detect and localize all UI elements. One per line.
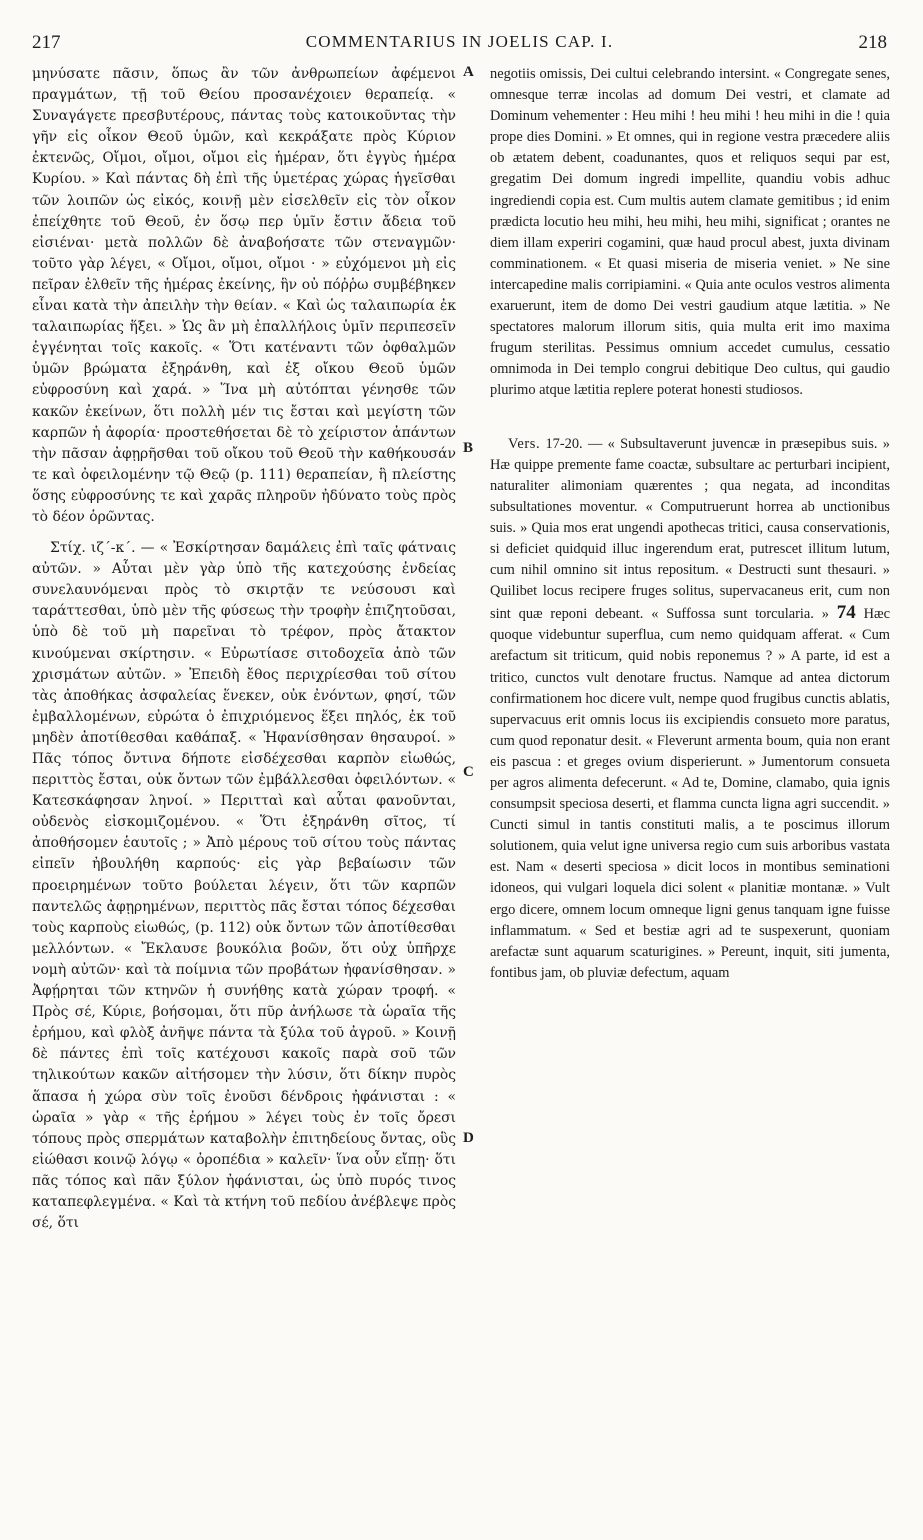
latin-paragraph-1: negotiis omissis, Dei cultui celebrando intersint. « Congregate senes, omnesque terræ incolas ad domum Dei vestri, et clamate ad Dominum vehementer : Heu mihi ! heu mihi ! heu mihi in die ! quia prope dies Domini. » Et omnes, qui in regione vestra præcedere aliis ob ætatem debent, coadunantes, quos et reliquos sequi par est, gregatim Dei domum ingredi impellite, quandiu vobis adhuc ingrediendi copia est. Cum multis autem clamate gemitibus ; id enim prædicta locutio heu mihi, heu mihi, heu mihi, significat ; orantes ne diem illam experiri cogamini, quæ haud procul abest, juxta divinam comminationem. « Et quasi miseria de miseria veniet. » Ne sine intercapedine malis corripiamini. « Quia ante oculos vestros alimenta exaruerunt, item de domo Dei vestri gaudium atque lætitia. » Ne spectatores malorum illorum sitis, quia multa erit imo maxima frugum sterilitas. Pessimus omnium accedet cumulus, cessatio omnimoda in Dei templo congrui debitique Deo cultus, qui gaudio plurimo atque lætitia replere poterat honesti studiosos.	[490, 66, 890, 399]
running-title: COMMENTARIUS IN JOELIS CAP. I.	[305, 32, 614, 51]
latin-paragraph-2-part-a: 17-20. — « Subsultaverunt juvencæ in præsepibus suis. » Hæ quippe premente fame coactæ, subsultare ac perturbari incipient, naturaliter alimoniam quærentes ; qua negata, ad inconditas subsultationes moventur. « Computruerunt horrea ab unctionibus suis. » Quia mos erat ungendi apothecas tritici, causa conservationis, si deficiet quidquid illuc ingerendum erat, putrescet illitum lutum, cum nihil omnino sit intus repositum. « Destructi sunt thesauri. » Quilibet locus recipere fruges solitus, supervacaneus erit, cum non sint quæ reponi debeant. « Suffossa sunt torcularia. »	[490, 435, 890, 623]
latin-paragraph-2	[490, 434, 890, 984]
greek-paragraph-1: μηνύσατε πᾶσιν, ὅπως ἂν τῶν ἀνθρωπείων ἀφέμενοι πραγμάτων, τῇ τοῦ Θείου προσανέχοιεν θεραπείᾳ. « Συναγάγετε πρεσβυτέρους, πάντας τοὺς κατοικοῦντας τὴν γῆν εἰς οἶκον Θεοῦ ὑμῶν, καὶ κεκράξατε πρὸς Κύριον ἐκτενῶς, Οἴμοι, οἴμοι, οἴμοι εἰς ἡμέραν, ὅτι ἐγγὺς ἡμέρα Κυρίου. » Καὶ πάντας δὴ ἐπὶ τῆς ὑμετέρας χώρας ἡγεῖσθαι τῶν λοιπῶν ὡς εἰκός, κοινῇ μὲν εἰσελθεῖν εἰς τὸν οἶκον ἐπείχθητε τοῦ Θεοῦ, ἐν ὅσῳ περ ὑμῖν ἔστιν ἄδεια τοῦ εἰσιέναι· μετὰ πολλῶν δὲ ἀναβοήσατε τῶν στεναγμῶν· τοῦτο γὰρ λέγει, « Οἴμοι, οἴμοι, οἴμοι · » εὐχόμενοι μὴ εἰς πεῖραν ἐλθεῖν τῆς ἡμέρας ἐκείνης, ἣν οὐ πόῤῥω συμβέβηκεν εἶναι κατὰ τὴν ἀπειλὴν τὴν θείαν. « Καὶ ὡς ταλαιπωρία ἐκ ταλαιπωρίας ἥξει. » Ὡς ἂν μὴ ἐπαλλήλοις ὑμῖν περιπεσεῖν ἐγγένηται τοῖς κακοῖς. « Ὅτι κατέναντι τῶν ὀφθαλμῶν ὑμῶν βρώματα ἐξηράνθη, καὶ ἐξ οἴκου Θεοῦ ὑμῶν εὐφροσύνη καὶ χαρά. » Ἵνα μὴ αὐτόπται γένησθε τῶν κακῶν ἐκείνων, ὅτι πολλὴ μέν τις ἔσται καὶ μεγίστη τῶν καρπῶν ἡ ἀφορία· προστεθήσεται δὲ τὸ χείριστον ἁπάντων τὴν πᾶσαν ἀφῃρῆσθαι τοῦ οἴκου τοῦ Θεοῦ τὴν καθήκουσάν τε καὶ ὀφειλομένην τῷ Θεῷ (p. 111) θεραπείαν, ἣ πλείστης ὅσης εὐφροσύνης τε καὶ χαρᾶς πληροῦν ἠδύνατο τοὺς πρὸς τὸ δέον ὁρῶντας.	[32, 66, 456, 525]
margin-letter-b: B	[463, 440, 474, 456]
margin-letter-a: A	[463, 64, 474, 80]
page-number-right: 218	[858, 32, 887, 53]
page-header	[32, 32, 887, 58]
column-number: 74	[836, 602, 856, 624]
margin-letter-d: D	[463, 1130, 474, 1146]
page-number-left: 217	[32, 32, 61, 53]
verse-label: Vers.	[508, 435, 541, 452]
margin-letter-c: C	[463, 764, 474, 780]
latin-paragraph-2-part-b: Hæc quoque videbuntur superflua, cum nemo quidquam afferat. « Cum arefactum sit triticum, quid nobis reponemus ? » A parte, id est a tritico, cunctos vult denotare fructus. Namque ad antea dictorum confirmationem hoc dicere vult, nempe quod frugibus cunctis ablatis, supervacuus erit omnis locus iis excipiendis consueto more paratus, cum quod reponatur desit. « Fleverunt armenta boum, quia non erant eis pascua : et greges ovium disperierunt. » Jumentorum consueta per agros alimenta defecerunt. « Ad te, Domine, clamabo, quia ignis consumpsit speciosa deserti, et flamma cuncta ligna agri succendit. » Cuncti simul in tantis constituti malis, a te poscimus illorum solutionem, quia velut igne universa regio cum suis arboribus vastata est. Nam « deserti speciosa » dicit locos in montibus seminationi idoneos, qui vulgari loquela dici solent « planitiæ montanæ. » Vult ergo dicere, omnem locum omneque ligni genus tanquam igne fuisse inflammatum. « Sed et bestiæ agri ad te suspexerunt, quoniam arefactæ sunt aquarum scaturigines. » Pereunt, inquit, siti jumenta, fontibus jam, ob pluviæ defectum, aquam	[490, 606, 890, 981]
greek-column	[32, 64, 456, 1234]
greek-paragraph-2: Στίχ. ιζ΄-κ΄. — « Ἐσκίρτησαν δαμάλεις ἐπὶ ταῖς φάτναις αὐτῶν. » Αὗται μὲν γὰρ ὑπὸ τῆς κατεχούσης ἐνδείας συνελαυνόμεναι πρὸς τὸ σκιρτᾷν τε νεύσουσι καὶ ταράττεσθαι, ὑπὸ μὲν τῆς φύσεως τὴν τροφὴν ἐπιζητοῦσαι, ὑπὸ δὲ τοῦ μὴ παρεῖναι τὸ τρέφον, πρὸς ἄτακτον κινούμεναι σκίρτησιν. « Εὐρωτίασε σιτοδοχεῖα ἀπὸ τῶν χρισμάτων αὐτῶν. » Ἐπειδὴ ἔθος περιχρίεσθαι τοῦ σίτου τὰς ἀποθήκας ἀσφαλείας ἕνεκεν, οὐκ ἐνόντων, φησί, τῶν ἐμβαλλομένων, εὐρώτα ὁ ἐπιχριόμενος ἕξει πηλός, ἐκ τοῦ μηδὲν ἀποτίθεσθαι καθάπαξ. « Ἠφανίσθησαν θησαυροί. » Πᾶς τόπος ὄντινα δήποτε εἰσδέχεσθαι καρπὸν εἰωθώς, περιττὸς ἔσται, οὐκ ὄντων τῶν ἐμβάλλεσθαι ὀφειλόντων. « Κατεσκάφησαν ληνοί. » Περιτταὶ καὶ αὗται φανοῦνται, οὐδενὸς εἰσκομιζομένου. « Ὅτι ἐξηράνθη σῖτος, τί ἀποθήσομεν ἑαυτοῖς ; » Ἀπὸ μέρους τοῦ σίτου τοὺς πάντας εἰπεῖν ἠβουλήθη καρπούς· εἰς γὰρ βεβαίωσιν τῶν προειρημένων τοῦτο βούλεται λέγειν, ὅτι τῶν καρπῶν παντελῶς ἀφῃρημένων, περιττὸς πᾶς ἔσται τόπος δέχεσθαι τοὺς καρποὺς εἰωθώς, (p. 112) οὐκ ὄντων τῶν ἀποτίθεσθαι μελλόντων. « Ἔκλαυσε βουκόλια βοῶν, ὅτι οὐχ ὑπῆρχε νομὴ αὐτῶν· καὶ τὰ ποίμνια τῶν προβάτων ἠφανίσθησαν. » Ἀφῄρηται τῶν κτηνῶν ἡ συνήθης κατὰ χώραν τροφή. « Πρὸς σέ, Κύριε, βοήσομαι, ὅτι πῦρ ἀνήλωσε τὰ ὡραῖα τῆς ἐρήμου, καὶ φλὸξ ἀνῆψε πάντα τὰ ξύλα τοῦ ἀγροῦ. » Κοινῇ δὲ πάντες ἐπὶ τοῖς κατέχουσι κακοῖς παρὰ σοῦ τῶν τηλικούτων κακῶν αἰτήσομεν τὴν λύσιν, ὅτι δίκην πυρὸς ἅπασα ἡ χώρα σὺν τοῖς ἐνοῦσι δένδροις ἠφάνισται : « ὡραῖα » γὰρ « τῆς ἐρήμου » λέγει τοὺς ἐν τοῖς ὄρεσι τόπους πρὸς σπερμάτων καταβολὴν ἐπιτηδείους ὄντας, οὓς εἰώθασι κοινῷ λόγῳ « ὀροπέδια » καλεῖν· ἵνα οὖν εἴπῃ· ὅτι πᾶς τόπος καὶ πᾶν ξύλον ἠφάνισται, ὡς ὑπὸ πυρός τινος καταπεφλεγμένα. « Καὶ τὰ κτήνη τοῦ πεδίου ἀνέβλεψε πρὸς σέ, ὅτι	[32, 540, 456, 1232]
latin-column	[490, 64, 890, 984]
